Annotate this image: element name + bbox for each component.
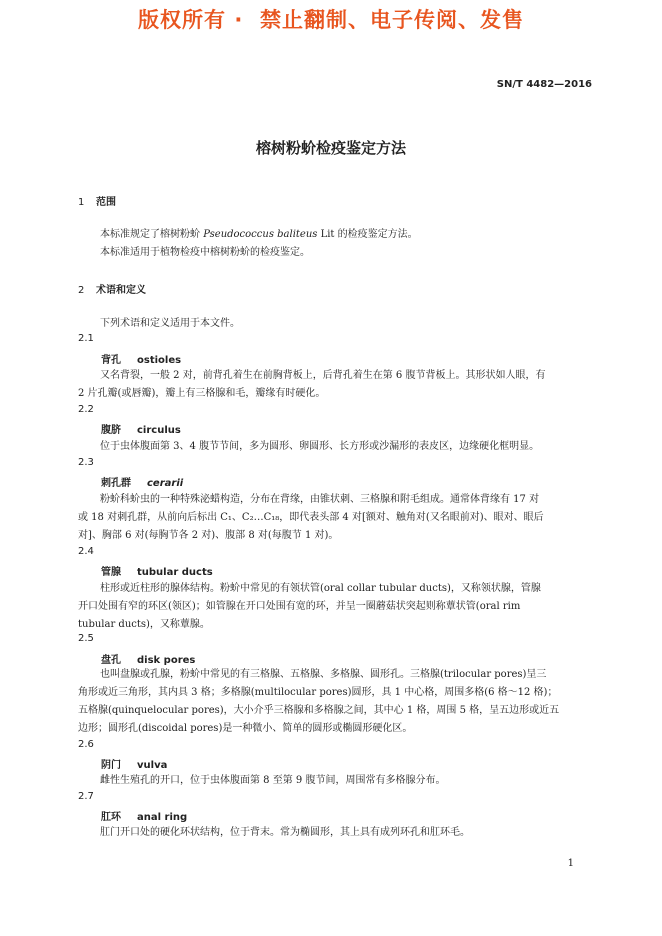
terms-intro: 下列术语和定义适用于本文件。 [100, 318, 240, 329]
term-definition-line: 粉蚧科蚧虫的一种特殊泌蜡构造，分布在背缘，由锥状刺、三格腺和附毛组成。通常体背缘有 17 对 [100, 494, 540, 505]
scope-paragraph-2: 本标准适用于植物检疫中榕树粉蚧的检疫鉴定。 [100, 247, 310, 258]
term-heading: 肛环 anal ring [101, 812, 188, 823]
term-english: anal ring [137, 812, 188, 823]
watermark-banner: 版权所有 · 禁止翻制、电子传阅、发售 [138, 8, 524, 32]
term-heading: 刺孔群 cerarii [101, 478, 184, 489]
standard-number: SN/T 4482—2016 [496, 79, 592, 90]
term-definition-line: tubular ducts)，又称蕈腺。 [78, 619, 210, 630]
term-number: 2.3 [78, 457, 94, 468]
section-title: 范围 [96, 197, 116, 208]
term-definition-line: 五格腺(quinquelocular pores)，大小介乎三格腺和多格腺之间，其中心 1 格，周围 5 格，呈五边形或近五 [78, 705, 560, 716]
section-number: 2 [78, 285, 85, 296]
section-number: 1 [78, 197, 85, 208]
term-english: ostioles [137, 355, 182, 366]
term-english: vulva [137, 760, 168, 771]
term-number: 2.7 [78, 791, 94, 802]
term-heading: 背孔 ostioles [101, 355, 182, 366]
term-definition-line: 柱形或近柱形的腺体结构。粉蚧中常见的有领状管(oral collar tubular ducts)，又称领状腺，管腺 [100, 583, 541, 594]
section-title: 术语和定义 [96, 285, 146, 296]
term-number: 2.1 [78, 333, 94, 344]
term-definition-line: 或 18 对刺孔群，从前向后标出 C₁、C₂…C₁₈，即代表头部 4 对[额对、触角对(又名眼前对)、眼对、眼后 [78, 512, 544, 523]
term-number: 2.5 [78, 633, 94, 644]
term-definition-line: 也叫盘腺或孔腺，粉蚧中常见的有三格腺、五格腺、多格腺、圆形孔。三格腺(trilocular pores)呈三 [100, 669, 547, 680]
term-number: 2.6 [78, 739, 94, 750]
term-heading: 腹脐 circulus [101, 425, 181, 436]
term-definition-line: 又名背裂，一般 2 对，前背孔着生在前胸背板上，后背孔着生在第 6 腹节背板上。其形状如人眼，有 [100, 370, 546, 381]
scope-paragraph-1: 本标准规定了榕树粉蚧 Pseudococcus baliteus Lit 的检疫鉴定方法。 [100, 229, 418, 240]
term-definition-line: 角形或近三角形，其内具 3 格；多格腺(multilocular pores)圆形，具 1 中心格，周围多格(6 格～12 格)； [78, 687, 558, 698]
term-definition-line: 肛门开口处的硬化环状结构，位于背末。常为椭圆形，其上具有成列环孔和肛环毛。 [100, 827, 470, 838]
term-english: disk pores [137, 655, 196, 666]
term-definition-line: 2 片孔瓣(或唇瓣)，瓣上有三格腺和毛，瓣缘有时硬化。 [78, 388, 326, 399]
term-definition-line: 对]、胸部 6 对(每胸节各 2 对)、腹部 8 对(每腹节 1 对)。 [78, 530, 339, 541]
term-heading: 管腺 tubular ducts [101, 567, 213, 578]
term-number: 2.2 [78, 404, 94, 415]
term-definition-line: 边形；圆形孔(discoidal pores)是一种微小、简单的圆形或椭圆形硬化区。 [78, 723, 413, 734]
term-definition-line: 位于虫体腹面第 3、4 腹节节间，多为圆形、卵圆形、长方形或沙漏形的表皮区，边缘硬化框明显。 [100, 441, 540, 452]
term-definition-line: 雌性生殖孔的开口，位于虫体腹面第 8 至第 9 腹节间，周围常有多格腺分布。 [100, 775, 446, 786]
term-english: tubular ducts [137, 567, 213, 578]
term-number: 2.4 [78, 546, 94, 557]
page-number: 1 [567, 858, 574, 869]
document-title: 榕树粉蚧检疫鉴定方法 [255, 139, 406, 157]
section-1-heading [78, 193, 116, 208]
species-name: Pseudococcus baliteus [203, 229, 318, 240]
section-2-heading [78, 281, 146, 296]
term-english: cerarii [147, 478, 184, 489]
term-heading: 阴门 vulva [101, 760, 168, 771]
term-definition-line: 开口处围有窄的环区(领区)；如管腺在开口处围有宽的环，并呈一圈蘑菇状突起则称蕈状管(oral rim [78, 601, 521, 612]
term-heading: 盘孔 disk pores [101, 655, 196, 666]
term-english: circulus [137, 425, 181, 436]
